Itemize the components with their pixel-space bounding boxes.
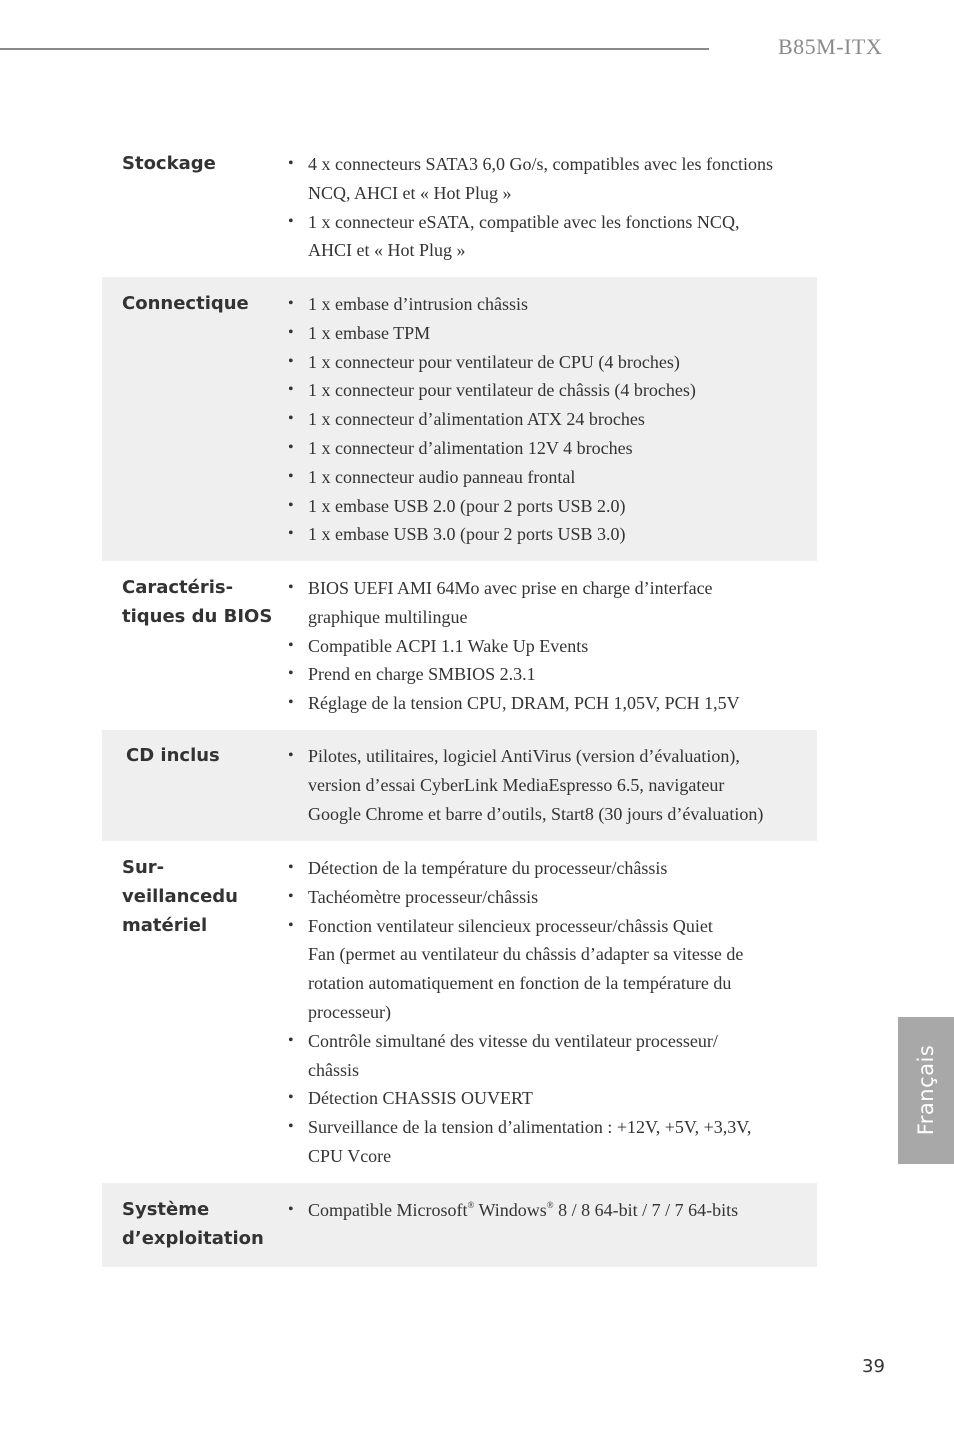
row-label-os — [102, 1196, 288, 1267]
language-tab-label: Français — [914, 1044, 938, 1136]
cd-list — [288, 742, 817, 841]
list-item: • Compatible Microsoft® Windows® 8 / 8 64-bit / 7 / 7 64-bits — [288, 1196, 817, 1225]
list-item: • 1 x embase USB 3.0 (pour 2 ports USB 3.0) — [288, 520, 817, 549]
row-label-storage — [102, 150, 288, 277]
row-label-connectors — [102, 290, 288, 561]
list-item: • Réglage de la tension CPU, DRAM, PCH 1,05V, PCH 1,5V — [288, 689, 817, 718]
row-label-line: veillancedu — [122, 885, 238, 907]
list-item: • 1 x connecteur eSATA, compatible avec les fonctions NCQ, AHCI et « Hot Plug » — [288, 208, 817, 266]
row-label-line: tiques du BIOS — [122, 605, 273, 627]
spec-row-monitoring — [102, 841, 817, 1183]
row-label-line: Connectique — [122, 293, 249, 314]
list-item: • 4 x connecteurs SATA3 6,0 Go/s, compatibles avec les fonctions NCQ, AHCI et « Hot Plug » — [288, 150, 817, 208]
registered-mark: ® — [467, 1200, 475, 1210]
row-label-bios — [102, 574, 288, 730]
spec-row-bios — [102, 561, 817, 730]
storage-list — [288, 150, 817, 277]
monitoring-list — [288, 854, 817, 1183]
header-rule — [0, 48, 709, 50]
row-label-line: CD inclus — [126, 745, 220, 766]
spec-row-cd — [102, 730, 817, 841]
row-label-cd — [102, 742, 288, 841]
row-label-line: Stockage — [122, 153, 216, 174]
list-item: • BIOS UEFI AMI 64Mo avec prise en charge d’interface graphique multilingue — [288, 574, 817, 632]
registered-mark: ® — [546, 1200, 554, 1210]
spec-row-storage — [102, 136, 817, 277]
list-item: • Fonction ventilateur silencieux processeur/châssis Quiet Fan (permet au ventilateur du châssis d’adapter sa vitesse de rotation automatiquement en fonction de la température du processeur) — [288, 912, 817, 1027]
spec-row-os — [102, 1183, 817, 1267]
list-item: • 1 x embase USB 2.0 (pour 2 ports USB 2.0) — [288, 492, 817, 521]
list-item: • Prend en charge SMBIOS 2.3.1 — [288, 660, 817, 689]
list-item: • Contrôle simultané des vitesse du ventilateur processeur/ châssis — [288, 1027, 817, 1085]
model-name: B85M-ITX — [778, 34, 883, 59]
list-item: • Surveillance de la tension d’alimentation : +12V, +5V, +3,3V, CPU Vcore — [288, 1113, 817, 1171]
page-number: 39 — [862, 1356, 885, 1377]
list-item: • 1 x embase d’intrusion châssis — [288, 290, 817, 319]
list-item: • Détection CHASSIS OUVERT — [288, 1084, 817, 1113]
list-item: • Tachéomètre processeur/châssis — [288, 883, 817, 912]
list-item: • Compatible ACPI 1.1 Wake Up Events — [288, 632, 817, 661]
connectors-list — [288, 290, 817, 561]
row-label-line: Système — [122, 1199, 210, 1220]
list-item: • 1 x connecteur audio panneau frontal — [288, 463, 817, 492]
spec-table — [102, 136, 817, 1267]
language-tab — [898, 1017, 954, 1164]
list-item: • Pilotes, utilitaires, logiciel AntiVirus (version d’évaluation), version d’essai CyberLink MediaEspresso 6.5, navigateur Google Chrome et barre d’outils, Start8 (30 jours d’évaluation) — [288, 742, 817, 828]
row-label-monitoring — [102, 854, 288, 1183]
row-label-line: matériel — [122, 914, 208, 936]
bios-list — [288, 574, 817, 730]
spec-row-connectors — [102, 277, 817, 561]
row-label-line: Sur- — [122, 857, 165, 878]
list-item: • 1 x connecteur pour ventilateur de CPU (4 broches) — [288, 348, 817, 377]
os-list — [288, 1196, 817, 1267]
list-item: • 1 x connecteur pour ventilateur de châssis (4 broches) — [288, 376, 817, 405]
row-label-line: d’exploitation — [122, 1227, 264, 1249]
row-label-line: Caractéris- — [122, 577, 234, 598]
list-item: • 1 x connecteur d’alimentation 12V 4 broches — [288, 434, 817, 463]
list-item: • 1 x connecteur d’alimentation ATX 24 broches — [288, 405, 817, 434]
list-item: • 1 x embase TPM — [288, 319, 817, 348]
list-item: • Détection de la température du processeur/châssis — [288, 854, 817, 883]
